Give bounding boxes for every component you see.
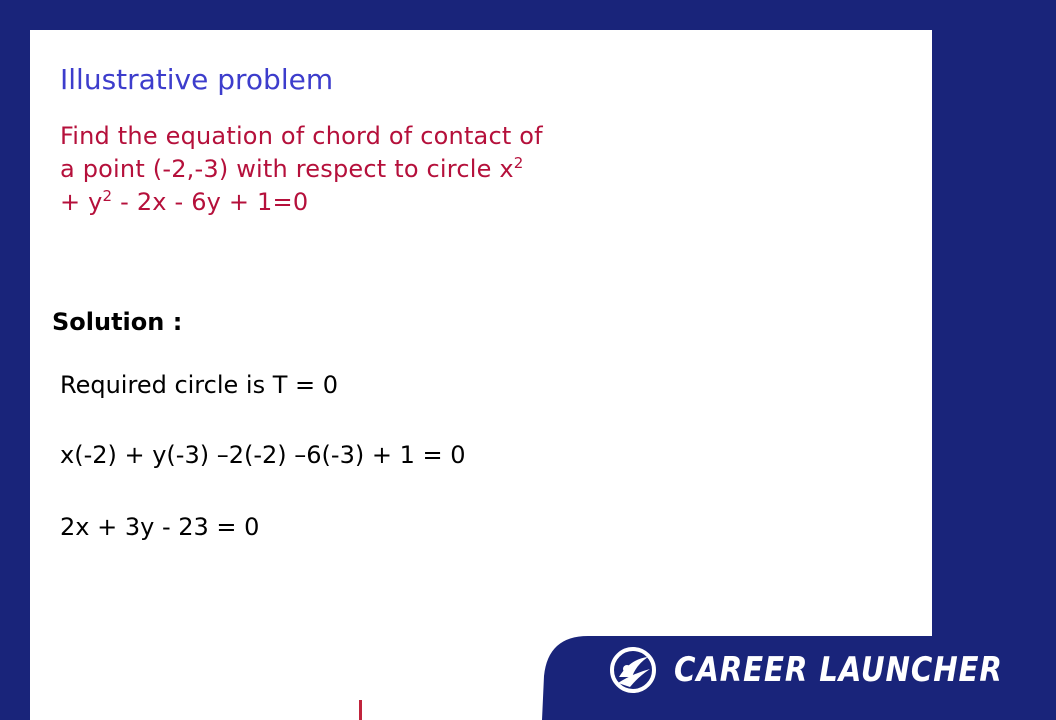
problem-line-3 [60, 186, 660, 219]
slide-title: Illustrative problem [60, 63, 334, 96]
exponent-y: 2 [102, 187, 113, 205]
solution-step-3: 2x + 3y - 23 = 0 [60, 513, 260, 541]
problem-statement [60, 120, 660, 219]
accent-mark [359, 700, 362, 720]
problem-line-3-suffix: - 2x - 6y + 1=0 [112, 188, 309, 216]
solution-step-1: Required circle is T = 0 [60, 371, 339, 399]
solution-step-2: x(-2) + y(-3) –2(-2) –6(-3) + 1 = 0 [60, 441, 466, 469]
problem-line-3-prefix: + y [60, 188, 103, 216]
logo-wordmark: CAREER LAUNCHER [674, 650, 1003, 690]
problem-line-1: Find the equation of chord of contact of [60, 122, 543, 150]
problem-line-2-text: a point (-2,-3) with respect to circle x [60, 155, 514, 183]
exponent-x: 2 [513, 154, 524, 172]
solution-label: Solution : [52, 308, 183, 336]
problem-line-2 [60, 153, 660, 186]
career-launcher-logo [610, 640, 1056, 700]
launcher-swirl-icon [610, 647, 656, 693]
